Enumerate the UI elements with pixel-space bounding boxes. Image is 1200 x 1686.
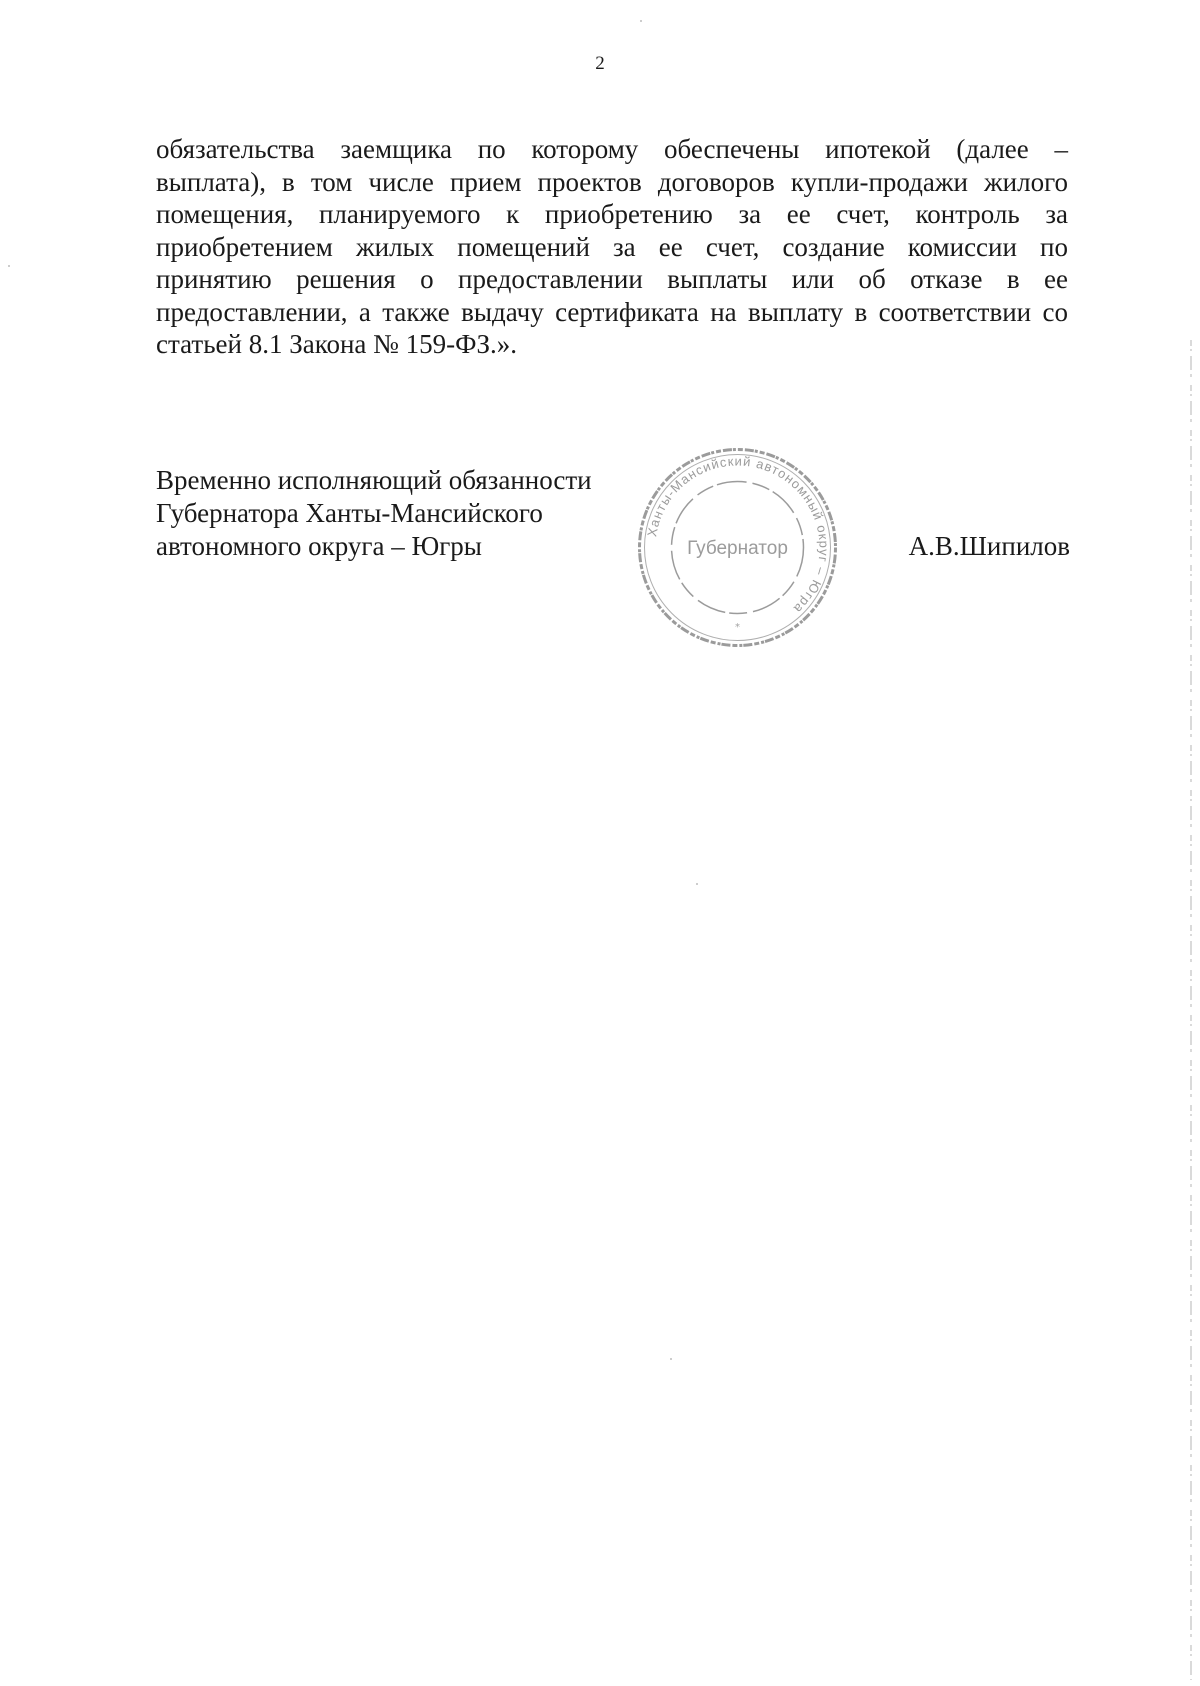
- seal-star-icon: *: [735, 622, 740, 633]
- body-line: приобретением жилых помещений за ее счет, создание комиссии по: [156, 231, 1068, 262]
- seal-outer-text: Ханты-Мансийский автономный округ – Югра: [644, 453, 832, 617]
- body-line: статьей 8.1 Закона № 159-ФЗ.».: [156, 329, 517, 359]
- page-number: 2: [595, 53, 605, 74]
- official-seal: [630, 440, 845, 655]
- scan-speck: [670, 1358, 672, 1360]
- signer-name: А.В.Шипилов: [908, 531, 1070, 561]
- position-line: Губернатора Ханты-Мансийского: [156, 498, 543, 528]
- body-line: обязательства заемщика по которому обеспечены ипотекой (далее –: [156, 134, 1068, 164]
- seal-center-text: Губернатор: [687, 538, 788, 559]
- body-line: помещения, планируемого к приобретению за ее счет, контроль за: [156, 199, 1068, 229]
- scan-edge-artifact: [1188, 340, 1194, 1680]
- scan-speck: [8, 265, 10, 267]
- body-line: предоставлении, а также выдачу сертификата на выплату в соответствии со: [156, 296, 1068, 327]
- body-line: выплата), в том числе прием проектов договоров купли-продажи жилого: [156, 166, 1068, 197]
- body-line: принятию решения о предоставлении выплаты или об отказе в ее: [156, 264, 1068, 294]
- position-line: автономного округа – Югры: [156, 531, 482, 561]
- position-line: Временно исполняющий обязанности: [156, 465, 592, 495]
- body-paragraph: [156, 133, 1068, 361]
- scan-speck: [640, 20, 642, 22]
- signatory-position: [156, 464, 626, 563]
- scan-speck: [696, 883, 698, 885]
